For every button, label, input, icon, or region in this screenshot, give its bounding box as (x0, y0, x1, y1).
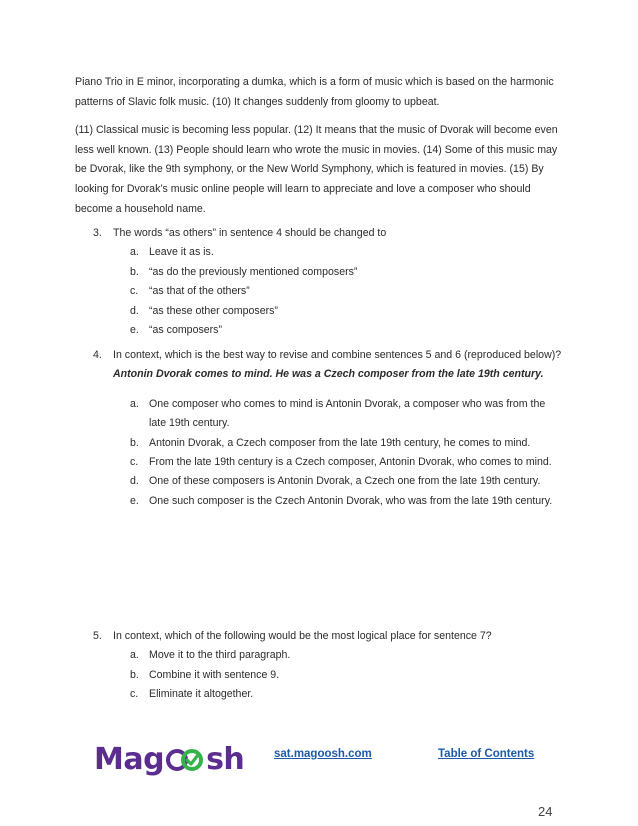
option-text: One such composer is the Czech Antonin Dvorak, who was from the late 19th century. (149, 494, 553, 507)
question-stem: In context, which is the best way to revise and combine sentences 5 and 6 (reproduced below)? (113, 349, 562, 361)
option-letter: d. (130, 304, 139, 317)
question-3 (75, 224, 565, 340)
answer-option (130, 263, 565, 282)
option-letter: c. (130, 456, 139, 469)
question-number: 5. (93, 630, 102, 642)
option-text: One of these composers is Antonin Dvorak, a Czech one from the late 19th century. (149, 475, 541, 488)
answer-options (130, 395, 565, 511)
question-number: 4. (93, 349, 102, 361)
table-of-contents-link[interactable]: Table of Contents (438, 748, 535, 760)
answer-option (130, 646, 565, 665)
option-letter: b. (130, 436, 139, 449)
answer-option (130, 666, 565, 685)
answer-option (130, 453, 565, 472)
answer-option (130, 395, 565, 434)
option-letter: a. (130, 649, 139, 662)
question-number: 3. (93, 227, 102, 239)
option-text: “as composers” (149, 324, 222, 337)
option-letter: c. (130, 688, 139, 701)
page-footer (0, 735, 638, 785)
answer-option (130, 492, 565, 511)
quoted-sentences: Antonin Dvorak comes to mind. He was a Czech composer from the late 19th century. (113, 368, 544, 381)
question-4 (75, 346, 565, 511)
option-text: From the late 19th century is a Czech composer, Antonin Dvorak, who comes to mind. (149, 456, 552, 469)
option-text: Eliminate it altogether. (149, 688, 254, 701)
option-text: Move it to the third paragraph. (149, 649, 291, 662)
option-letter: e. (130, 494, 139, 507)
answer-option (130, 321, 565, 340)
option-letter: c. (130, 285, 139, 298)
option-letter: a. (130, 246, 139, 259)
logo-text-right: sh (206, 741, 245, 777)
option-letter: b. (130, 668, 139, 681)
option-letter: d. (130, 475, 139, 488)
answer-options (130, 243, 565, 340)
option-text: “as do the previously mentioned composers” (149, 265, 358, 278)
option-letter: a. (130, 397, 139, 410)
answer-options (130, 646, 565, 704)
passage-paragraph-2: (11) Classical music is becoming less popular. (12) It means that the music of Dvorak will become even less well known. (13) People should learn who wrote the music in movies. (14) Some of this music may be Dvorak, like the 9th symphony, or the New World Symphony, which is featured in movies. (15) By looking for Dvorak’s music online people will learn to appreciate and love a composer who should become a household name. (75, 124, 558, 215)
question-stem: The words “as others” in sentence 4 should be changed to (113, 227, 387, 239)
site-link[interactable]: sat.magoosh.com (274, 748, 372, 760)
answer-option (130, 434, 565, 453)
answer-option (130, 472, 565, 491)
option-text: Combine it with sentence 9. (149, 668, 280, 681)
answer-option (130, 302, 565, 321)
question-stem: In context, which of the following would be the most logical place for sentence 7? (113, 630, 492, 642)
option-letter: e. (130, 324, 139, 337)
page-number: 24 (538, 804, 553, 819)
option-text: Antonin Dvorak, a Czech composer from the late 19th century, he comes to mind. (149, 436, 531, 449)
question-5 (75, 627, 565, 705)
option-text: “as that of the others” (149, 285, 250, 298)
answer-option (130, 282, 565, 301)
answer-option (130, 685, 565, 704)
logo-double-o-icon (165, 746, 205, 772)
option-text: “as these other composers” (149, 304, 278, 317)
option-text: One composer who comes to mind is Antonin Dvorak, a composer who was from the late 19th century. (149, 397, 546, 430)
logo-text-left: Mag (94, 741, 165, 777)
passage-paragraph-1: Piano Trio in E minor, incorporating a dumka, which is a form of music which is based on the harmonic patterns of Slavic folk music. (10) It changes suddenly from gloomy to upbeat. (75, 76, 554, 108)
option-letter: b. (130, 265, 139, 278)
magoosh-logo (94, 739, 244, 779)
option-text: Leave it as is. (149, 246, 214, 259)
answer-option (130, 243, 565, 262)
